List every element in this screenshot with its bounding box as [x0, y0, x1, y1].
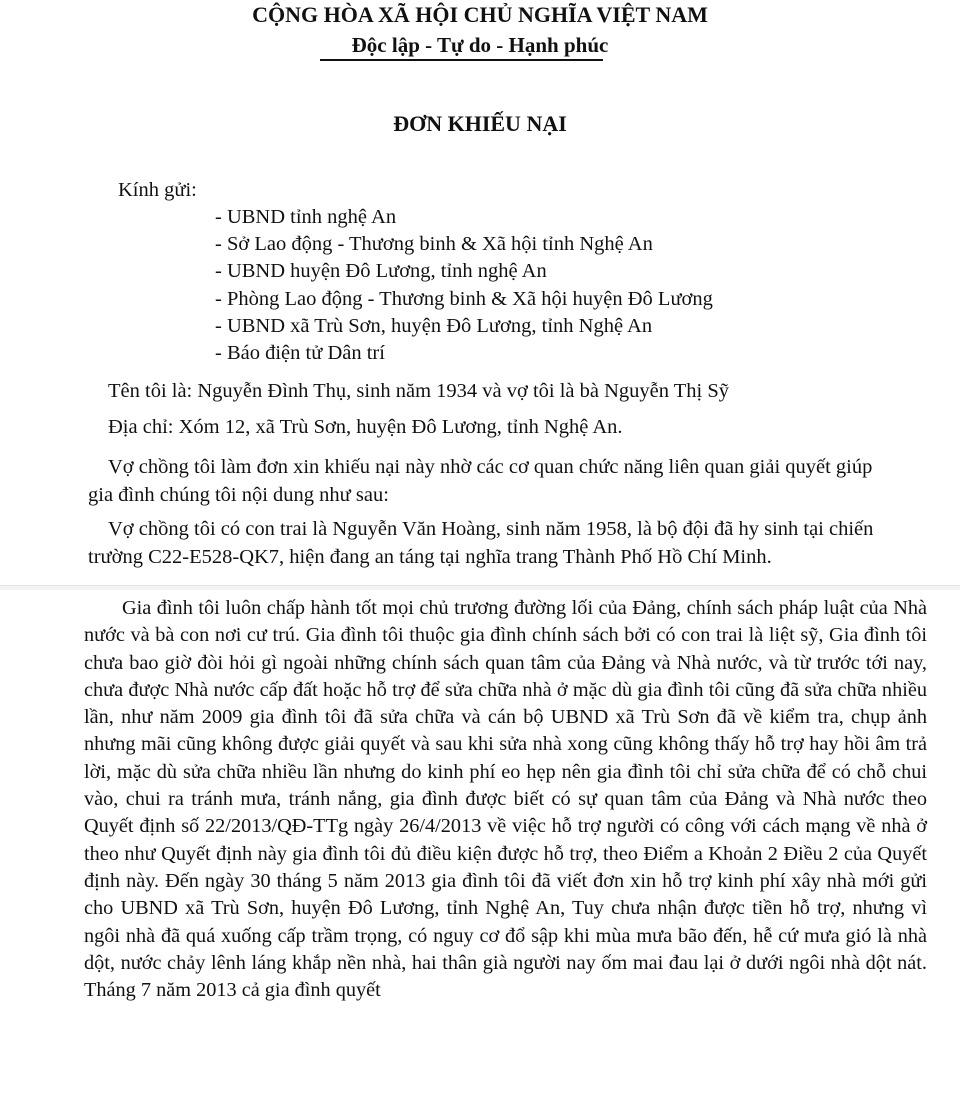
recipient-item: - UBND tỉnh nghệ An [215, 206, 397, 228]
salutation: Kính gửi: [118, 179, 197, 201]
motto-underline [320, 59, 603, 61]
family-text: Gia đình tôi luôn chấp hành tốt mọi chủ trương đường lối của Đảng, chính sách pháp luật của Nhà nước và bà con nơi cư trú. Gia đình tôi thuộc gia đình chính sách bởi có con trai là liệt sỹ, Gia đình tôi chưa bao giờ đòi hỏi gì ngoài những chính sách quan tâm của Đảng và Nhà nước, và từ trước tới nay, chưa được Nhà nước cấp đất hoặc hỗ trợ để sửa chữa nhà ở mặc dù gia đình tôi cũng đã sửa chữa nhiều lần, như năm 2009 gia đình tôi đã sửa chữa và cán bộ UBND xã Trù Sơn đã về kiểm tra, chụp ảnh nhưng mãi cũng không được giải quyết và sau khi sửa nhà xong cũng không thấy hỗ trợ hay hồi âm trả lời, mặc dù sửa chữa nhiều lần nhưng do kinh phí eo hẹp nên gia đình tôi chỉ sửa chữa để có chỗ chui vào, chui ra tránh mưa, tránh nắng, gia đình được biết có sự quan tâm của Đảng và Nhà nước theo Quyết định số 22/2013/QĐ-TTg ngày 26/4/2013 về việc hỗ trợ người có công với cách mạng về nhà ở theo như Quyết định này gia đình tôi đủ điều kiện được hỗ trợ, theo Điểm a Khoản 2 Điều 2 của Quyết định này. Đến ngày 30 tháng 5 năm 2013 gia đình tôi đã viết đơn xin hỗ trợ kinh phí xây nhà mới gửi cho UBND xã Trù Sơn, huyện Đô Lương, tỉnh Nghệ An, Tuy chưa nhận được tiền hỗ trợ, nhưng vì ngôi nhà đã quá xuống cấp trầm trọng, có nguy cơ đổ sập khi mùa mưa bão đến, hễ cứ mưa gió là nhà dột, nước chảy lênh láng khắp nền nhà, hai thân già người nay ốm mai đau lại ở dưới ngôi nhà dột nát. Tháng 7 năm 2013 cả gia đình quyết [84, 597, 927, 1002]
recipient-item: - Báo điện tử Dân trí [215, 341, 385, 364]
sender-name-line: Tên tôi là: Nguyễn Đình Thụ, sinh năm 1934 và vợ tôi là bà Nguyễn Thị Sỹ [108, 380, 730, 402]
document-page-bottom [0, 590, 960, 1058]
recipient-list [215, 204, 713, 367]
recipient-item: - UBND xã Trù Sơn, huyện Đô Lương, tỉnh Nghệ An [215, 314, 653, 337]
recipient-item: - Sở Lao động - Thương binh & Xã hội tỉnh Nghệ An [215, 233, 653, 256]
family-paragraph [84, 595, 927, 1004]
sender-address-line: Địa chỉ: Xóm 12, xã Trù Sơn, huyện Đô Lương, tỉnh Nghệ An. [108, 416, 623, 438]
intro-text: Vợ chồng tôi làm đơn xin khiếu nại này nhờ các cơ quan chức năng liên quan giải quyết giúp gia đình chúng tôi nội dung như sau: [88, 456, 873, 506]
son-text: Vợ chồng tôi có con trai là Nguyễn Văn Hoàng, sinh năm 1958, là bộ đội đã hy sinh tại chiến trường C22-E528-QK7, hiện đang an táng tại nghĩa trang Thành Phố Hồ Chí Minh. [88, 518, 874, 568]
recipient-item: - UBND huyện Đô Lương, tỉnh nghệ An [215, 260, 547, 283]
son-paragraph [88, 515, 888, 571]
page-bottom-margin [0, 1058, 960, 1106]
document-title: ĐƠN KHIẾU NẠI [393, 111, 567, 136]
recipient-item: - Phòng Lao động - Thương binh & Xã hội huyện Đô Lương [215, 287, 713, 310]
intro-paragraph [88, 453, 888, 509]
national-title: CỘNG HÒA XÃ HỘI CHỦ NGHĨA VIỆT NAM [252, 2, 708, 27]
national-motto: Độc lập - Tự do - Hạnh phúc [351, 33, 609, 57]
